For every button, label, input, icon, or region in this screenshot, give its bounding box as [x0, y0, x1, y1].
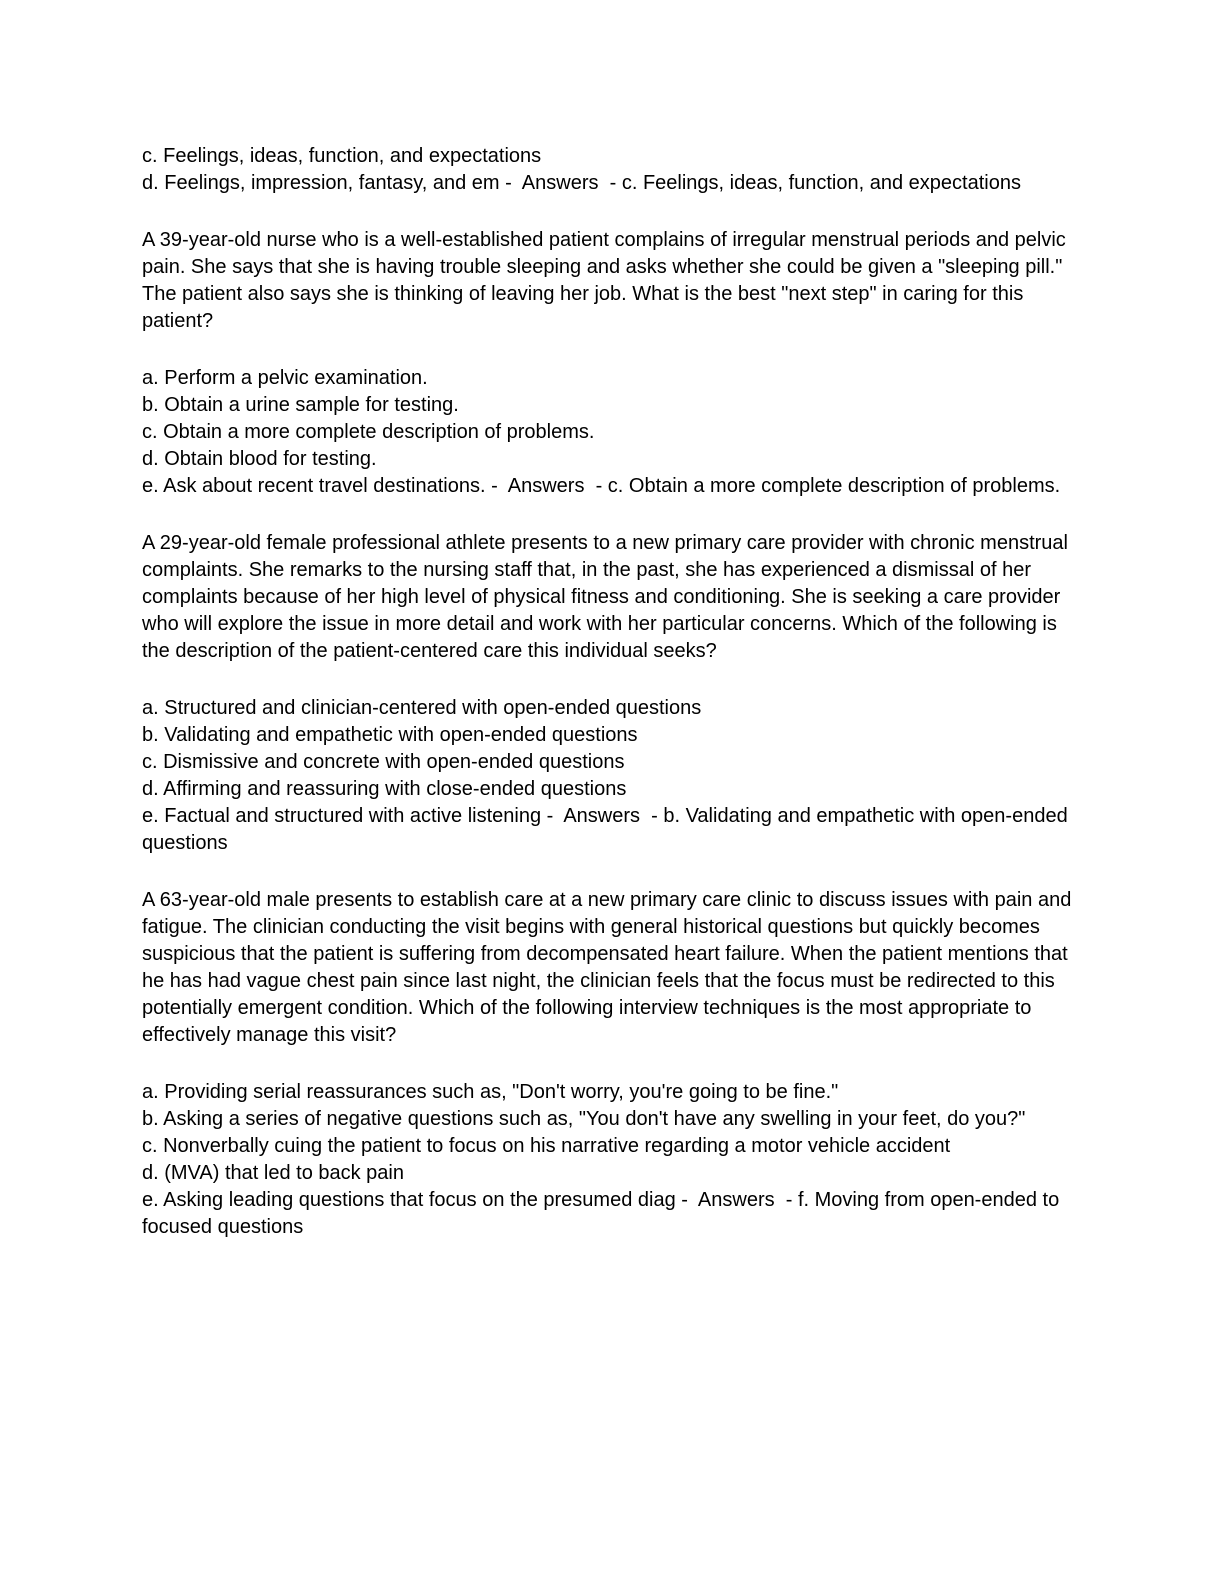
- option-line-with-answer: d. Feelings, impression, fantasy, and em - Answers - c. Feelings, ideas, function, and expectations: [142, 172, 1021, 194]
- answer-options-block: [142, 695, 1080, 857]
- option-line: d. (MVA) that led to back pain: [142, 1162, 404, 1184]
- answer-options-block: [142, 1079, 1080, 1241]
- question-paragraph: A 63-year-old male presents to establish care at a new primary care clinic to discuss issues with pain and fatigue. The clinician conducting the visit begins with general historical questions but quickly becomes suspicious that the patient is suffering from decompensated heart failure. When the patient mentions that he has had vague chest pain since last night, the clinician feels that the focus must be redirected to this potentially emergent condition. Which of the following interview techniques is the most appropriate to effectively manage this visit?: [142, 889, 1077, 1046]
- option-line: b. Asking a series of negative questions such as, "You don't have any swelling in your feet, do you?": [142, 1108, 1026, 1130]
- option-line-with-answer: e. Factual and structured with active listening - Answers - b. Validating and empathetic with open-ended questions: [142, 805, 1074, 854]
- option-line-with-answer: e. Ask about recent travel destinations. - Answers - c. Obtain a more complete description of problems.: [142, 475, 1061, 497]
- option-line: a. Providing serial reassurances such as, "Don't worry, you're going to be fine.": [142, 1081, 839, 1103]
- option-line: c. Obtain a more complete description of problems.: [142, 421, 595, 443]
- option-line: b. Validating and empathetic with open-ended questions: [142, 724, 638, 746]
- option-line: c. Feelings, ideas, function, and expectations: [142, 145, 542, 167]
- answer-options-block: [142, 365, 1080, 500]
- option-line: b. Obtain a urine sample for testing.: [142, 394, 459, 416]
- option-line: d. Obtain blood for testing.: [142, 448, 377, 470]
- question-paragraph: A 39-year-old nurse who is a well-established patient complains of irregular menstrual periods and pelvic pain. She says that she is having trouble sleeping and asks whether she could be given a "sleeping pill." The patient also says she is thinking of leaving her job. What is the best "next step" in caring for this patient?: [142, 229, 1072, 332]
- option-line-with-answer: e. Asking leading questions that focus on the presumed diag - Answers - f. Moving from open-ended to focused questions: [142, 1189, 1065, 1238]
- question-paragraph: A 29-year-old female professional athlete presents to a new primary care provider with chronic menstrual complaints. She remarks to the nursing staff that, in the past, she has experienced a dismissal of her complaints because of her high level of physical fitness and conditioning. She is seeking a care provider who will explore the issue in more detail and work with her particular concerns. Which of the following is the description of the patient-centered care this individual seeks?: [142, 532, 1074, 662]
- answer-options-block: [142, 143, 1080, 197]
- option-line: a. Structured and clinician-centered with open-ended questions: [142, 697, 702, 719]
- option-line: a. Perform a pelvic examination.: [142, 367, 428, 389]
- option-line: d. Affirming and reassuring with close-ended questions: [142, 778, 627, 800]
- option-line: c. Dismissive and concrete with open-ended questions: [142, 751, 625, 773]
- option-line: c. Nonverbally cuing the patient to focus on his narrative regarding a motor vehicle accident: [142, 1135, 951, 1157]
